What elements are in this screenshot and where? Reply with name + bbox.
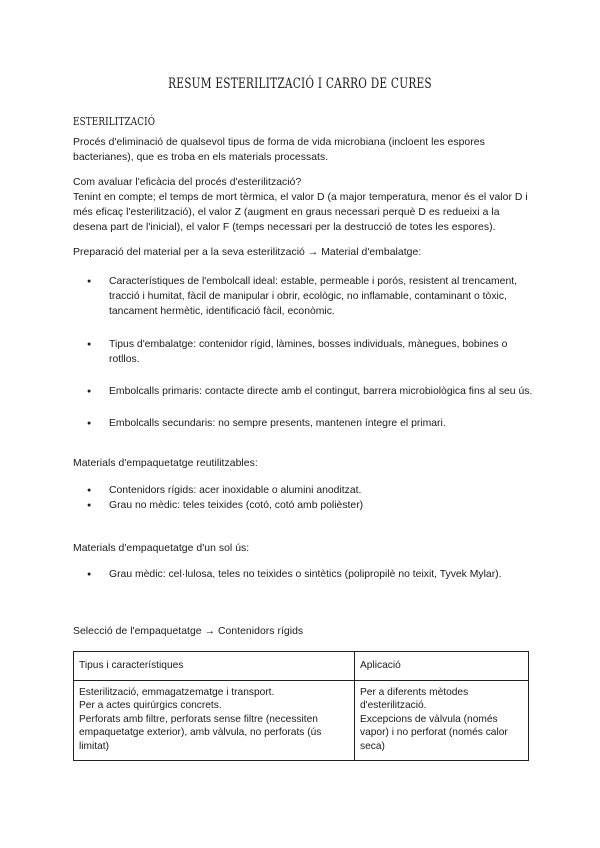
table-header-cell: Tipus i característiques (74, 652, 355, 681)
reusable-heading: Materials d'empaquetatge reutilitzables: (73, 458, 258, 469)
packaging-table (73, 651, 529, 761)
table-cell-line: Esterilització, emmagatzematge i transport. (79, 686, 275, 698)
table-cell-line: Excepcions de vàlvula (només vapor) i no perforat (només calor seca) (360, 713, 508, 752)
reusable-list (73, 483, 533, 513)
single-use-list (73, 567, 533, 582)
table-cell-line: Perforats amb filtre, perforats sense filtre (necessiten empaquetatge exterior), amb vàlvula, no perforats (ús limitat) (79, 713, 322, 752)
efficacy-question: Com avaluar l'eficàcia del procés d'esterilització? (73, 177, 302, 188)
single-use-heading: Materials d'empaquetatge d'un sol ús: (73, 543, 250, 554)
list-item: ● Embolcalls primaris: contacte directe amb el contingut, barrera microbiològica fins al seu ús. (73, 384, 533, 399)
preparation-list (73, 274, 533, 431)
list-item: ● Característiques de l'embolcall ideal: estable, permeable i porós, resistent al trencament, tracció i humitat, fàcil de manipular i obrir, ecològic, no inflamable, contaminant o tòxic, tancament hermètic, identificació fàcil, econòmic. (73, 274, 533, 320)
table-header-cell: Aplicació (355, 652, 529, 681)
selection-heading: Selecció de l'empaquetatge → Contenidors rígids (73, 626, 304, 637)
definition-paragraph: Procés d'eliminació de qualsevol tipus de forma de vida microbiana (incloent les espores bacterianes), que es troba en els materials processats. (73, 137, 485, 164)
list-item: ● Tipus d'embalatge: contenidor rígid, làmines, bosses individuals, mànegues, bobines o rotllos. (73, 337, 533, 367)
list-item: ● Contenidors rígids: acer inoxidable o alumini anoditzat. (73, 483, 533, 498)
table-cell (74, 680, 355, 760)
table-cell-line: Per a actes quirúrgics concrets. (79, 700, 222, 712)
table-cell (355, 680, 529, 760)
preparation-heading: Preparació del material per a la seva esterilització → Material d'embalatge: (73, 247, 422, 258)
table-cell-line: Per a diferents mètodes d'esterilització. (360, 686, 469, 712)
section-heading: ESTERILITZACIÓ (73, 115, 156, 128)
list-item: ● Grau no mèdic: teles teixides (cotó, cotó amb polièster) (73, 498, 533, 513)
document-title: RESUM ESTERILITZACIÓ I CARRO DE CURES (168, 76, 432, 92)
table-header-row (74, 652, 529, 681)
efficacy-text: Tenint en compte; el temps de mort tèrmica, el valor D (a major temperatura, menor és el valor D i més eficaç l'esterilització), el valor Z (augment en graus necessari perquè D es redueixi a la desena part de l'inicial), el valor F (temps necessari per la destrucció de totes les espores). (73, 192, 528, 234)
table-row (74, 680, 529, 760)
list-item: ● Embolcalls secundaris: no sempre presents, mantenen íntegre el primari. (73, 416, 533, 431)
list-item: ● Grau mèdic: cel·lulosa, teles no teixides o sintètics (polipropilè no teixit, Tyvek Mylar). (73, 567, 533, 582)
